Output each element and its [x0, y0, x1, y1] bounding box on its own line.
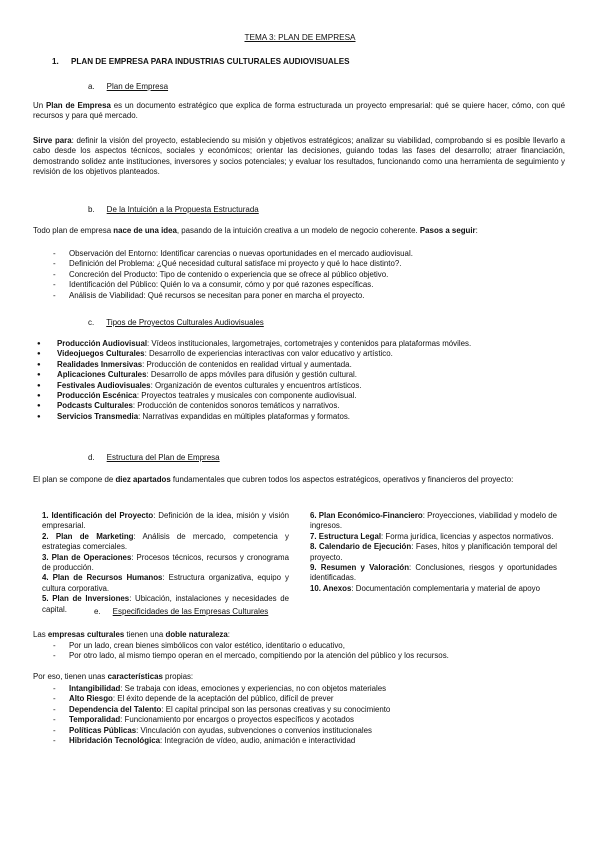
list-item: ● Producción Escénica: Proyectos teatrales y musicales con componente audiovisual. [33, 391, 565, 401]
document-title: TEMA 3: PLAN DE EMPRESA [244, 33, 356, 42]
structure-paragraph: El plan se compone de diez apartados fundamentales que cubren todos los aspectos estratégicos, operativos y financieros del proyecto: [33, 475, 514, 484]
subsection-a-heading: a. Plan de Empresa [88, 82, 169, 91]
list-item: - Intangibilidad: Se trabaja con ideas, emociones y experiencias, no con objetos materiales [33, 684, 565, 694]
idea-paragraph: Todo plan de empresa nace de una idea, pasando de la intuición creativa a un modelo de negocio coherente. Pasos a seguir: [33, 226, 478, 235]
list-item: ● Servicios Transmedia: Narrativas expandidas en múltiples plataformas y formatos. [33, 412, 565, 422]
list-item: - Temporalidad: Funcionamiento por encargos o proyectos específicos y acotados [33, 715, 565, 725]
structure-left-column [42, 511, 289, 615]
section-heading [52, 57, 350, 67]
list-item: - Observación del Entorno: Identificar carencias o nuevas oportunidades en el mercado audiovisual. [33, 249, 565, 259]
list-item: 8. Calendario de Ejecución: Fases, hitos y planificación temporal del proyecto. [310, 542, 558, 562]
list-item: - Por un lado, crean bienes simbólicos con valor estético, identitario o educativo, [33, 641, 565, 651]
intro-paragraph: Un Plan de Empresa es un documento estratégico que explica de forma estructurada un proyecto empresarial: qué se quiere hacer, cómo, con qué recursos y para qué mercado. [33, 101, 565, 121]
list-item: - Hibridación Tecnológica: Integración de vídeo, audio, animación e interactividad [33, 736, 565, 746]
structure-columns [42, 511, 557, 615]
list-item: - Alto Riesgo: El éxito depende de la aceptación del público, difícil de prever [33, 694, 565, 704]
list-item: - Identificación del Público: Quién lo va a consumir, cómo y por qué razones específicas. [33, 280, 565, 290]
list-item: 7. Estructura Legal: Forma jurídica, licencias y aspectos normativos. [310, 531, 554, 541]
subsection-c-heading: c. Tipos de Proyectos Culturales Audiovisuales [88, 318, 264, 327]
subsection-d-heading: d. Estructura del Plan de Empresa [88, 453, 220, 462]
structure-right-column [310, 511, 557, 615]
list-item: - Políticas Públicas: Vinculación con ayudas, subvenciones o convenios institucionales [33, 726, 565, 736]
list-item: - Dependencia del Talento: El capital principal son las personas creativas y su conocimiento [33, 705, 565, 715]
list-item: ● Festivales Audiovisuales: Organización de eventos culturales y encuentros artísticos. [33, 381, 565, 391]
heading-number: 1. [52, 57, 59, 66]
types-list [33, 339, 565, 422]
list-item: 2. Plan de Marketing: Análisis de mercado, competencia y estrategias comerciales. [42, 531, 289, 552]
purpose-paragraph: Sirve para: definir la visión del proyecto, estableciendo su misión y objetivos estratégicos; analizar su viabilidad, comprobando si es posible llevarlo a cabo desde los aspectos técnicos, sociales y económicos; orientar las decisiones, guiando todas las fases del desarrollo; atraer financiación, demostrando solidez ante instituciones, inversores y socios potenciales; y evaluar los resultados, funcionando como una herramienta de seguimiento y revisión de los objetivos planteados. [33, 136, 565, 177]
nature-paragraph: Las empresas culturales tienen una doble naturaleza: [33, 630, 230, 639]
list-item: ● Videojuegos Culturales: Desarrollo de experiencias interactivas con valor educativo y artístico. [33, 349, 565, 359]
list-item: - Análisis de Viabilidad: Qué recursos se necesitan para poner en marcha el proyecto. [33, 291, 565, 301]
list-item: 1. Identificación del Proyecto: Definición de la idea, misión y visión empresarial. [42, 511, 289, 531]
nature-list [33, 641, 565, 662]
traits-paragraph: Por eso, tienen unas características propias: [33, 672, 194, 681]
list-item: 10. Anexos: Documentación complementaria y material de apoyo [310, 583, 540, 593]
list-item: 3. Plan de Operaciones: Procesos técnicos, recursos y cronograma de producción. [42, 552, 289, 573]
traits-list [33, 684, 565, 746]
list-item: ● Aplicaciones Culturales: Desarrollo de apps móviles para difusión y gestión cultural. [33, 370, 565, 380]
list-item: ● Realidades Inmersivas: Producción de contenidos en realidad virtual y aumentada. [33, 360, 565, 370]
heading-text: PLAN DE EMPRESA PARA INDUSTRIAS CULTURALES AUDIOVISUALES [71, 57, 350, 66]
list-item: 6. Plan Económico-Financiero: Proyecciones, viabilidad y modelo de ingresos. [310, 511, 557, 531]
list-item: - Definición del Problema: ¿Qué necesidad cultural satisface mi proyecto y qué lo hace distinto?. [33, 259, 565, 269]
list-item: ● Podcasts Culturales: Producción de contenidos sonoros temáticos y narrativos. [33, 401, 565, 411]
list-item: 9. Resumen y Valoración: Conclusiones, riesgos y oportunidades identificadas. [310, 563, 557, 583]
list-item: - Por otro lado, al mismo tiempo operan en el mercado, compitiendo por la atención del público y los recursos. [33, 651, 565, 661]
steps-list [33, 249, 565, 301]
subsection-e-heading: e. Especificidades de las Empresas Culturales [94, 607, 269, 616]
list-item: - Concreción del Producto: Tipo de contenido o experiencia que se ofrece al público objetivo. [33, 270, 565, 280]
subsection-b-heading: b. De la Intuición a la Propuesta Estructurada [88, 205, 259, 214]
list-item: ● Producción Audiovisual: Vídeos institucionales, largometrajes, cortometrajes y contenidos para plataformas móviles. [33, 339, 565, 349]
list-item: 4. Plan de Recursos Humanos: Estructura organizativa, equipo y cultura corporativa. [42, 573, 289, 593]
list-item: 5. Plan de Inversiones: Ubicación, instalaciones y necesidades de capital. [42, 594, 289, 614]
